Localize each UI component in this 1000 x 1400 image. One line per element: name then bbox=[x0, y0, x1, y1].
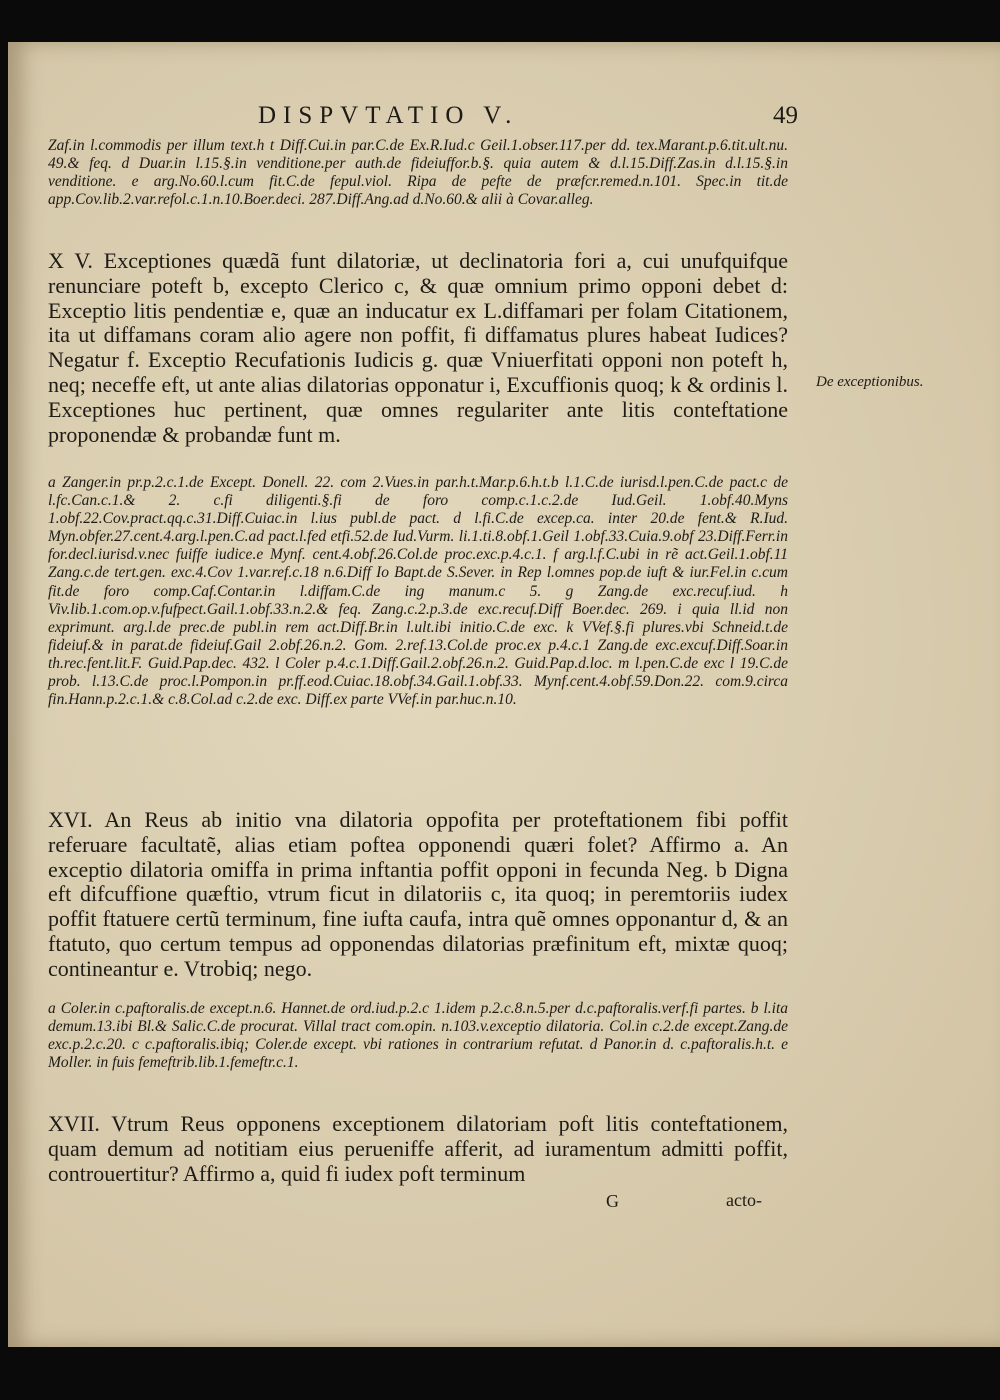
footnotes-xv: a Zanger.in pr.p.2.c.1.de Except. Donell. 22. com 2.Vues.in par.h.t.Mar.p.6.h.t.b l.1.C.de iurisd.l.pen.C.de pact.c de l.fc.Can.c.1.& 2. c.fi diligenti.§.fi de foro comp.c.1.c.2.de Iud.Geil. 1.obf.40.Myns 1.obf.22.Cov.pract.qq.c.31.Diff.Cuiac.in l.ius publ.de pact. d l.fi.C.de excep.ca. inter 20.de fent.& R.Iud. Myn.obfer.27.cent.4.arg.l.pen.C.ad pact.l.fed etfi.52.de Iud.Vurm. li.1.ti.8.obf.1.Geil 1.obf.33.Cuia.9.obf 23.Diff.Ferr.in for.decl.iurisd.v.nec fuiffe iudice.e Mynf. cent.4.obf.26.Col.de proc.exc.p.4.c.1. f arg.l.f.C.ubi in rẽ act.Geil.1.obf.11 Zang.c.de tert.gen. exc.4.Cov 1.var.ref.c.18 n.6.Diff Io Bapt.de S.Sever. in Rep l.omnes pop.de iuft & iur.Fel.in c.cum fit.de foro comp.Caf.Contar.in l.diffam.C.de ing manum.c 5. g Zang.de exc.recuf.iud. h Viv.lib.1.com.op.v.fufpect.Gail.1.obf.33.n.2.& feq. Zang.c.2.p.3.de exc.recuf.Diff Boer.dec. 269. i quia ll.id non exprimunt. arg.l.de prec.de publ.in rem act.Diff.Br.in l.ult.ibi initio.C.de exc. k VVef.§.fi plures.vbi Schneid.t.de fideiuf.& in parat.de fideiuf.Gail 2.obf.26.n.2. Gom. 2.ref.13.Col.de proc.ex p.4.c.1 Zang.de exc.excuf.Diff.Soar.in th.rec.fent.lit.F. Guid.Pap.dec. 432. l Coler p.4.c.1.Diff.Gail.2.obf.26.n.2. Guid.Pap.d.loc. m l.pen.C.de exc l 19.C.de prob. l.13.C.de proc.l.Pompon.in pr.ff.eod.Cuiac.18.obf.34.Gail.1.obf.33. Mynf.cent.4.obf.59.Don.22. com.9.circa fin.Hann.p.2.c.1.& c.8.Col.ad c.2.de exc. Diff.ex parte VVef.in par.huc.n.10. bbox=[48, 474, 788, 709]
running-title: DISPVTATIO V. bbox=[258, 102, 519, 129]
footnotes-top: Zaf.in l.commodis per illum text.h t Diff.Cui.in par.C.de Ex.R.Iud.c Geil.1.obser.117.per dd. tex.Marant.p.6.tit.ult.nu. 49.& feq. d Duar.in l.15.§.in venditione.per auth.de fideiuffor.b.§. quia autem & d.l.15.Diff.Zas.in d.l.15.§.in venditione. e arg.No.60.l.cum fit.C.de fepul.viol. Ripa de pefte de præfcr.remed.n.101. Spec.in tit.de app.Cov.lib.2.var.refol.c.1.n.10.Boer.deci. 287.Diff.Ang.ad d.No.60.& alii à Covar.alleg. bbox=[48, 137, 788, 209]
signature-mark: G bbox=[606, 1191, 619, 1211]
running-header bbox=[258, 102, 798, 136]
catchword: acto- bbox=[726, 1190, 762, 1210]
page-number: 49 bbox=[773, 102, 798, 129]
paragraph-xv: X V. Exceptiones quædã funt dilatoriæ, ut declinatoria fori a, cui unufquifque renunciare poteft b, excepto Clerico c, & quæ omnium primo opponi debet d: Exceptio litis pendentiæ e, quæ an inducatur ex L.diffamari per folam Citationem, ita ut diffamans coram alio agere non poffit, fi diffamatus plures habeat Iudices? Negatur f. Exceptio Recufationis Iudicis g. quæ Vniuerfitati opponi non poteft h, neq; neceffe eft, ut ante alias dilatorias opponatur i, Excuffionis quoq; k & ordinis l. Exceptiones huc pertinent, quæ omnes regulariter ante litis conteftatione proponendæ & probandæ funt m. bbox=[48, 248, 788, 447]
book-page bbox=[8, 42, 1000, 1347]
paragraph-xvii: XVII. Vtrum Reus opponens exceptionem dilatoriam poft litis conteftationem, quam demum ad notitiam eius perueniffe afferit, ad iuramentum admitti poffit, controuertitur? Affirmo a, quid fi iudex poft terminum bbox=[48, 1111, 788, 1186]
margin-note: De exceptionibus. bbox=[816, 374, 924, 390]
paragraph-xvi: XVI. An Reus ab initio vna dilatoria oppofita per proteftationem fibi poffit referuare facultatẽ, alias etiam poftea opponendi quæri folet? Affirmo a. An exceptio dilatoria omiffa in prima inftantia poffit opponi in fecunda Neg. b Digna eft difcuffione quæftio, vtrum ficut in dilatoriis c, ita quoq; in peremtoriis iudex poffit ftatuere certũ terminum, fine iufta caufa, intra quẽ omnes opponantur d, & an ftatuto, quo certum tempus ad opponendas dilatorias præfinitum eft, mixtæ quoq; contineantur e. Vtrobiq; nego. bbox=[48, 807, 788, 981]
footnotes-xvi: a Coler.in c.paftoralis.de except.n.6. Hannet.de ord.iud.p.2.c 1.idem p.2.c.8.n.5.per d.c.paftoralis.verf.fi partes. b l.ita demum.13.ibi Bl.& Salic.C.de procurat. Villal tract com.opin. n.103.v.exceptio dilatoria. Col.in c.2.de except.Zang.de exc.p.2.c.20. c c.paftoralis.ibiq; Coler.de except. vbi rationes in contrarium refutat. d Panor.in d. c.paftoralis.h.t. e Moller. in fuis femeftrib.lib.1.femeftr.c.1. bbox=[48, 1000, 788, 1072]
